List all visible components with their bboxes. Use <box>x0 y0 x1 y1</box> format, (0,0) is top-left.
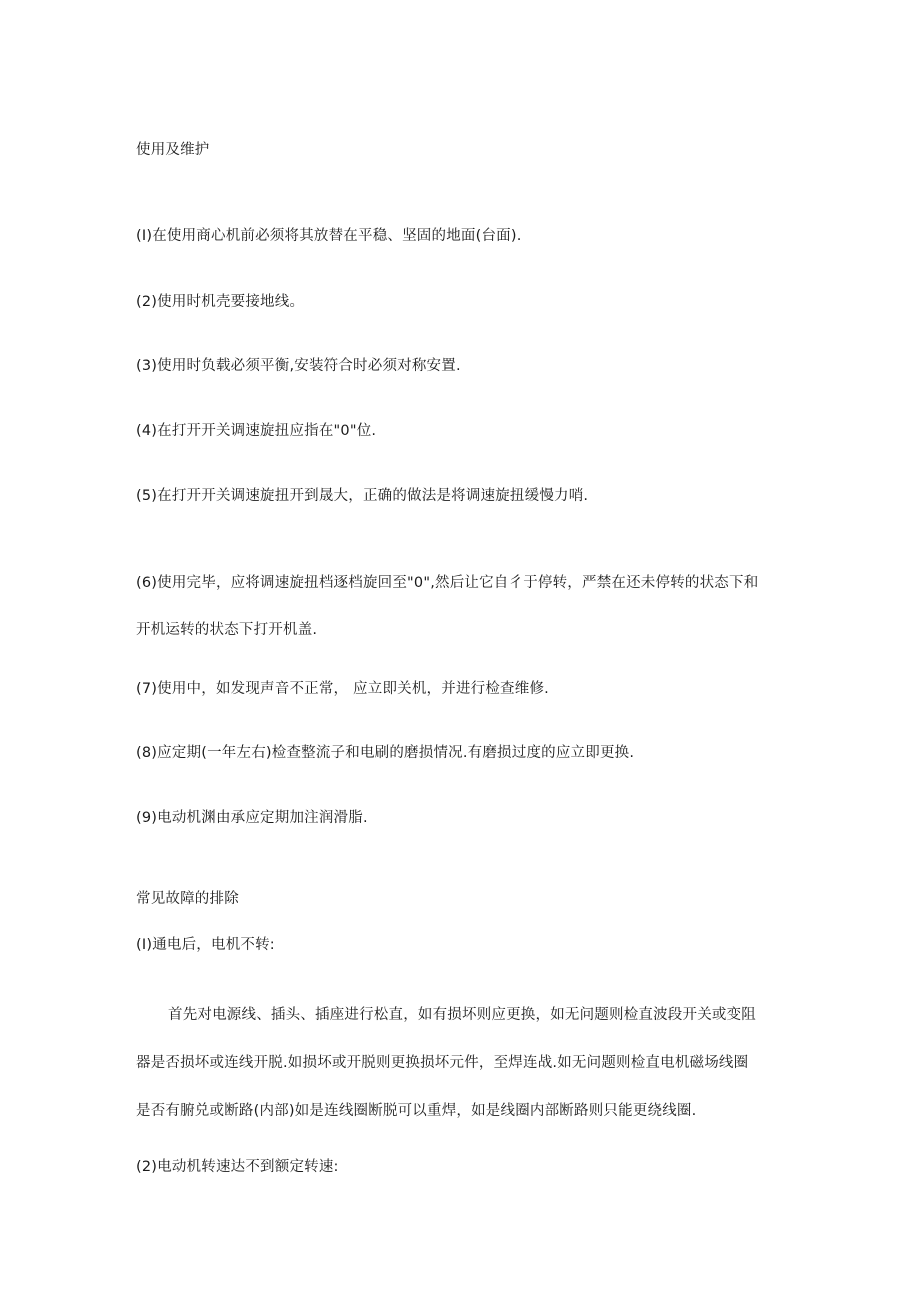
paragraph-line: (9)电动机渊由承应定期加注润滑脂. <box>136 810 368 826</box>
section-heading-maintenance: 使用及维护 <box>136 142 210 158</box>
paragraph-line: (6)使用完毕，应将调速旋扭档逐档旋回至"0",然后让它自彳于停转，严禁在还未停转的状态下和 <box>136 575 759 591</box>
paragraph-line: (5)在打开开关调速旋扭开到晟大，正确的做法是将调速旋扭缓慢力哨. <box>136 488 589 504</box>
paragraph-line: (8)应定期(一年左右)检查整流子和电刷的磨损情况.有磨损过度的应立即更换. <box>136 745 635 761</box>
paragraph-line: (2)使用时机壳要接地线。 <box>136 294 305 310</box>
paragraph-line: (4)在打开开关调速旋扭应指在"0"位. <box>136 423 377 439</box>
paragraph-line: (2)电动机转速达不到额定转速: <box>136 1159 339 1175</box>
paragraph-line: 开机运转的状态下打开机盖. <box>136 622 318 638</box>
paragraph-line: (I)通电后，电机不转: <box>136 937 275 953</box>
paragraph-line: 器是否损坏或连线开脱.如损坏或开脱则更换损坏元件，至焊连战.如无问题则检直电机磁场线圈 <box>136 1055 749 1071</box>
paragraph-line: 首先对电源线、插头、插座进行松直，如有损坏则应更换，如无问题则检直波段开关或变阻 <box>168 1007 756 1023</box>
paragraph-line: (3)使用时负载必须平衡,安装符合时必须对称安置. <box>136 358 461 374</box>
paragraph-line: 是否有腑兑或断路(内部)如是连线圈断脱可以重焊，如是线圈内部断路则只能更绕线圈. <box>136 1103 697 1119</box>
paragraph-line: (I)在使用商心机前必须将其放替在平稳、坚固的地面(台面). <box>136 228 522 244</box>
paragraph-line: (7)使用中，如发现声音不正常， 应立即关机，并进行检查维修. <box>136 681 549 697</box>
section-heading-troubleshooting: 常见故障的排除 <box>136 891 239 907</box>
